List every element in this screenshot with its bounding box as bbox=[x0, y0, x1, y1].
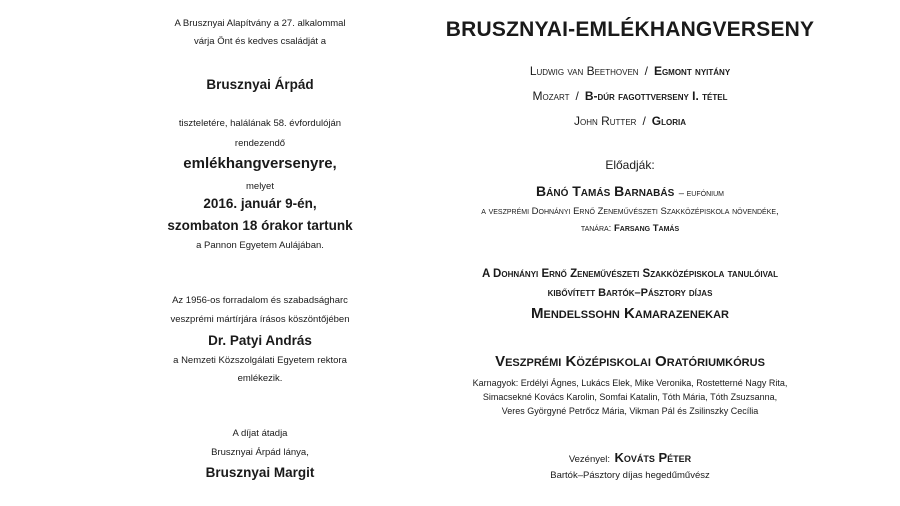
teacher-label: tanára: bbox=[580, 223, 612, 234]
conductor-title: Bartók–Pásztory díjas hegedűművész bbox=[550, 470, 710, 481]
program-composer: John Rutter bbox=[573, 114, 637, 128]
program-work: Gloria bbox=[651, 114, 687, 128]
conductor-name: Kováts Péter bbox=[614, 450, 692, 465]
event-date: 2016. január 9-én, bbox=[203, 196, 317, 211]
program-composer: Mozart bbox=[532, 89, 570, 103]
soloist-school: a veszprémi Dohnányi Ernő Zeneművészeti Szakközépiskola növendéke, bbox=[481, 206, 779, 217]
choir-leaders-line-2: Simacsekné Kovács Karolin, Somfai Katalin, Tóth Mária, Tóth Zsuzsanna, bbox=[482, 392, 778, 402]
tribute-line-2: rendezendő bbox=[234, 138, 286, 149]
orchestra-name: Mendelssohn Kamarazenekar bbox=[530, 305, 729, 322]
speaker-name: Dr. Patyi András bbox=[208, 333, 312, 348]
conductor-label: Vezényel: bbox=[568, 454, 611, 465]
event-venue: a Pannon Egyetem Aulájában. bbox=[196, 240, 324, 251]
conductor-line bbox=[440, 449, 820, 467]
concert-title: BRUSZNYAI-EMLÉKHANGVERSENY bbox=[445, 18, 815, 41]
speaker-role-line-2: emlékezik. bbox=[237, 373, 283, 384]
event-name: emlékhangversenyre, bbox=[183, 155, 337, 172]
tribute-line-1: tiszteletére, halálának 58. évfordulóján bbox=[178, 118, 342, 129]
choir-leaders-line-1: Karnagyok: Erdélyi Ágnes, Lukács Elek, Mike Veronika, Rostetterné Nagy Rita, bbox=[472, 378, 788, 388]
award-line-1: A díjat átadja bbox=[232, 428, 288, 439]
orchestra-line-1: A Dohnányi Ernő Zeneművészeti Szakközépiskola tanulóival bbox=[481, 268, 778, 280]
program-composer: Ludwig van Beethoven bbox=[529, 64, 639, 78]
intro-line-1: A Brusznyai Alapítvány a 27. alkalommal bbox=[174, 18, 346, 29]
performers-label: Előadják: bbox=[605, 158, 655, 172]
program-work: Egmont nyitány bbox=[653, 64, 731, 78]
honoree-name: Brusznyai Árpád bbox=[206, 77, 314, 92]
award-presenter: Brusznyai Margit bbox=[205, 465, 315, 480]
melyet-text: melyet bbox=[246, 181, 274, 192]
soloist-line bbox=[440, 183, 820, 201]
teacher-line bbox=[440, 223, 820, 234]
speech-line-2: veszprémi mártírjára írásos köszöntőjében bbox=[170, 314, 350, 325]
speaker-role-line-1: a Nemzeti Közszolgálati Egyetem rektora bbox=[173, 355, 347, 366]
soloist-name: Bánó Tamás Barnabás bbox=[536, 183, 675, 199]
program-item: Mozart / B-dúr fagottverseny I. tétel bbox=[532, 89, 728, 103]
intro-line-2: várja Önt és kedves családját a bbox=[193, 36, 326, 47]
speech-line-1: Az 1956-os forradalom és szabadságharc bbox=[172, 295, 348, 306]
program-item: Ludwig van Beethoven / Egmont nyitány bbox=[529, 64, 731, 78]
event-time: szombaton 18 órakor tartunk bbox=[167, 218, 353, 233]
choir-leaders-line-3: Veres Györgyné Petrőcz Mária, Vikman Pál és Zsilinszky Cecília bbox=[501, 406, 759, 416]
program-item: John Rutter / Gloria bbox=[573, 114, 687, 128]
teacher-name: Farsang Tamás bbox=[613, 223, 680, 234]
soloist-instrument: – eufónium bbox=[678, 188, 724, 199]
orchestra-line-2: kibővített Bartók–Pásztory díjas bbox=[547, 287, 713, 299]
program-work: B-dúr fagottverseny I. tétel bbox=[584, 89, 728, 103]
award-line-2: Brusznyai Árpád lánya, bbox=[211, 447, 309, 458]
choir-name: Veszprémi Középiskolai Oratóriumkórus bbox=[495, 353, 765, 370]
